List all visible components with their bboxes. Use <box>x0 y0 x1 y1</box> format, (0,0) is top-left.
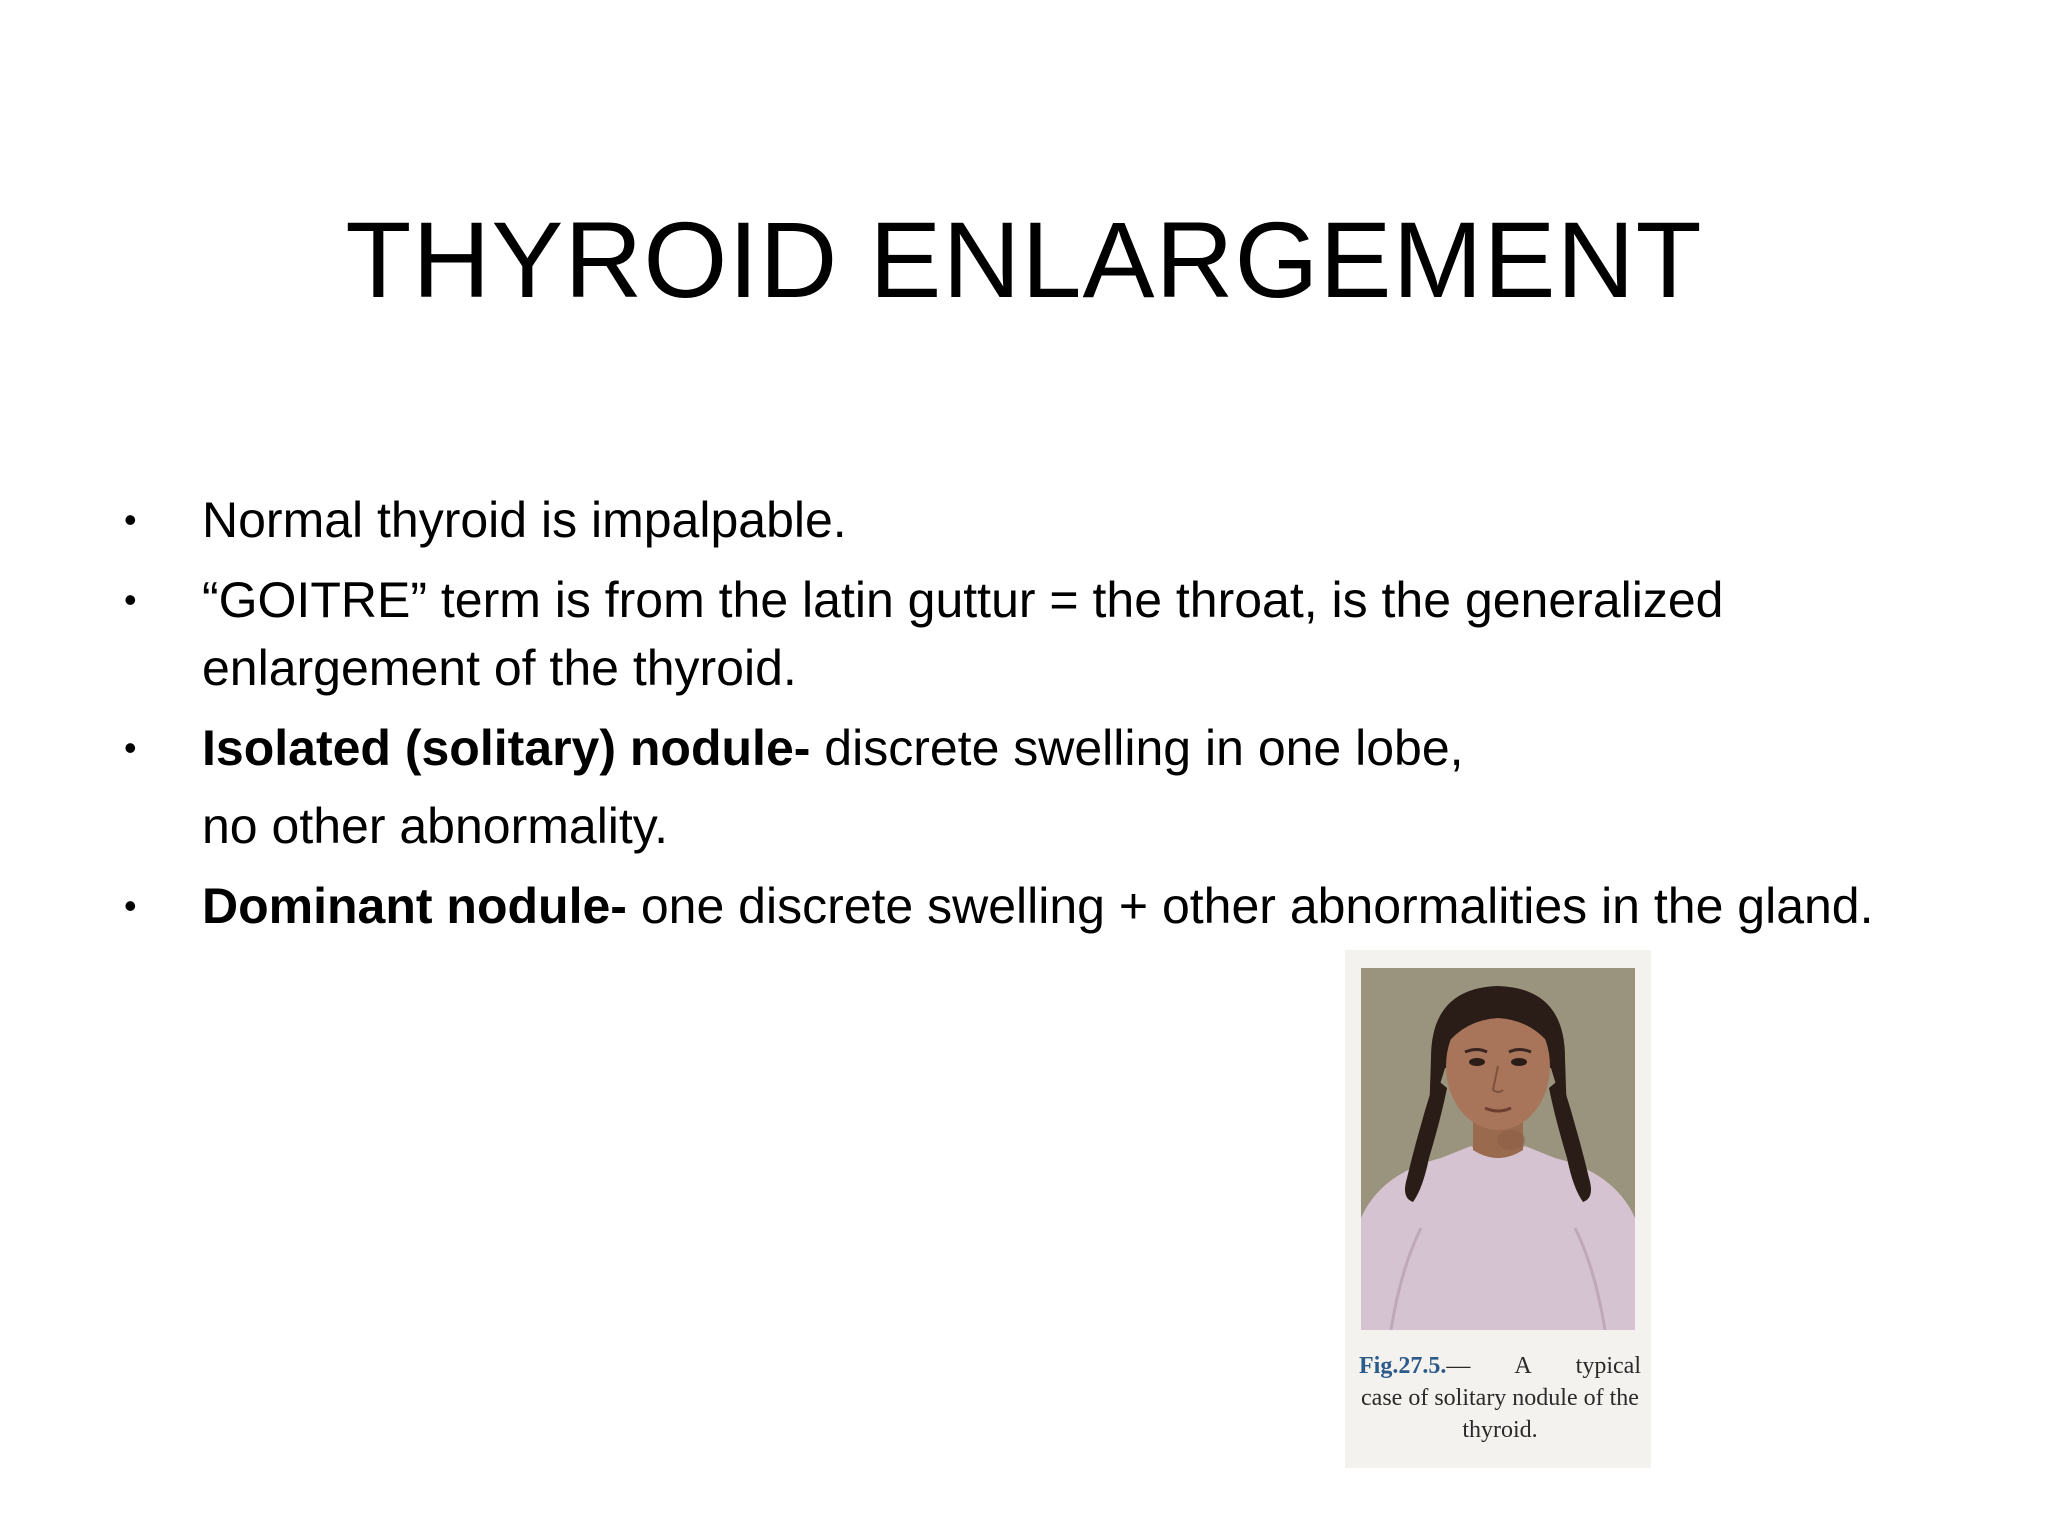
bullet-text: “GOITRE” term is from the latin guttur = the throat, is the generalized enlargement of the thyroid. <box>202 572 1724 696</box>
bullet-dot-icon: • <box>124 579 137 620</box>
bullet-text: one discrete swelling + other abnormalities in the gland. <box>626 878 1874 934</box>
caption-first-line <box>1359 1350 1641 1382</box>
figure <box>1345 950 1651 1468</box>
caption-rest: case of solitary nodule of the thyroid. <box>1361 1385 1639 1443</box>
bullet-text: Normal thyroid is impalpable. <box>202 492 847 548</box>
bullet-item <box>112 714 1872 782</box>
bullet-list <box>112 486 1872 952</box>
figure-caption <box>1359 1350 1641 1446</box>
bullet-dot-icon: • <box>124 499 137 540</box>
bullet-item <box>112 872 1902 940</box>
bullet-continuation: no other abnormality. <box>202 798 668 854</box>
bullet-term: Dominant nodule- <box>202 878 627 934</box>
bullet-term: Isolated (solitary) nodule- <box>202 720 811 776</box>
caption-dash: — <box>1446 1353 1471 1379</box>
figure-label: Fig.27.5. <box>1359 1353 1447 1379</box>
bullet-dot-icon: • <box>124 727 137 768</box>
bullet-dot-icon: • <box>124 885 137 926</box>
portrait-photo-icon <box>1361 968 1635 1330</box>
bullet-item <box>112 486 1872 554</box>
bullet-item <box>112 566 1872 702</box>
slide-title: THYROID ENLARGEMENT <box>345 199 1703 320</box>
caption-lead: A typical <box>1514 1353 1641 1379</box>
bullet-text: discrete swelling in one lobe, <box>810 720 1464 776</box>
